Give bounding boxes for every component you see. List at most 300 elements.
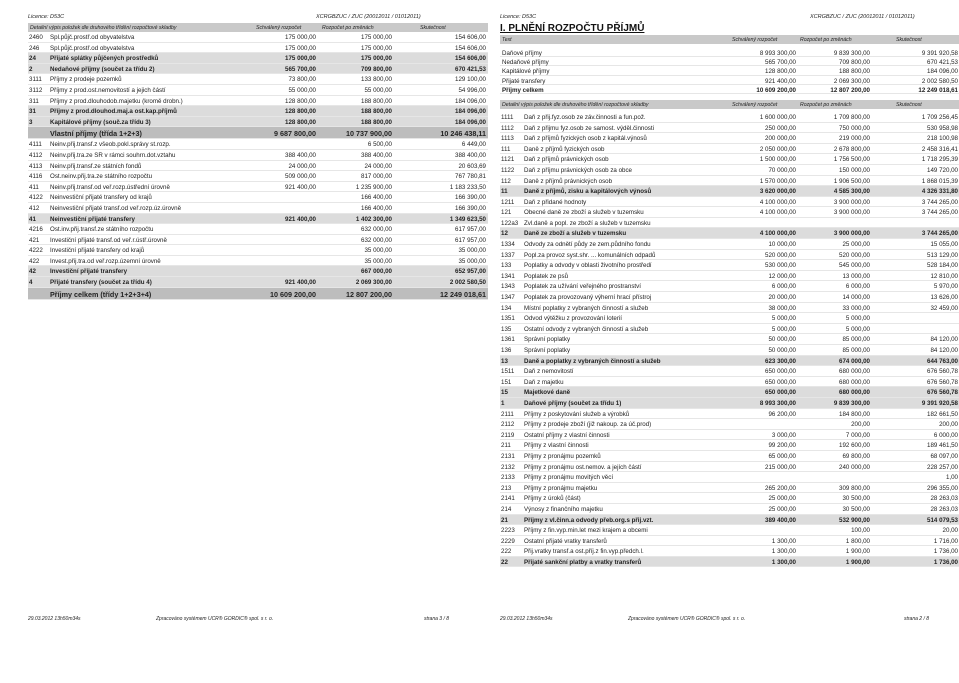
table-row — [500, 207, 959, 218]
table-row — [500, 493, 959, 504]
row-code: 2229 — [501, 537, 515, 545]
row-skutecnost: 154 606,00 — [455, 44, 486, 52]
table-row — [500, 504, 959, 515]
row-text: Ost.neinv.přij.tra.ze státního rozpočtu — [50, 173, 153, 181]
row-zmeny: 6 000,00 — [845, 283, 870, 291]
row-text: Daň z přijmu fyz.osob ze samost. výděl.činnosti — [524, 124, 654, 132]
row-schvaleny: 25 000,00 — [768, 495, 796, 503]
row-text: Příjmy z fin.vyp.min.let mezi krajem a obcemi — [524, 527, 648, 535]
col-zmeny: Rozpočet po změnách — [800, 37, 852, 43]
col-text: Text — [502, 37, 512, 43]
row-schvaleny: 921 400,00 — [285, 183, 316, 191]
row-skutecnost: 1 868 015,39 — [921, 177, 958, 185]
row-zmeny: 1 709 800,00 — [833, 113, 870, 121]
row-text: Příjmy z pronájmu pozemků — [524, 452, 601, 460]
row-code: 411 — [29, 183, 39, 191]
table-row — [28, 85, 488, 96]
row-text: Správní poplatky — [524, 336, 571, 344]
row-code: 3 — [29, 118, 33, 126]
row-schvaleny: 1 300,00 — [771, 558, 796, 566]
row-code: 112 — [501, 177, 511, 185]
row-zmeny: 219 000,00 — [839, 135, 870, 143]
row-schvaleny: 1 600 000,00 — [759, 113, 796, 121]
row-zmeny: 309 800,00 — [839, 484, 870, 492]
row-text: Investiční přijaté transf.od veř.r.ústř.úrovně — [50, 236, 167, 244]
row-code: 2 — [29, 65, 33, 73]
row-code: 1 — [501, 399, 505, 407]
table-row — [28, 182, 488, 193]
table-row — [500, 154, 959, 165]
row-skutecnost: 3 744 265,00 — [921, 230, 958, 238]
table-row — [28, 171, 488, 182]
row-zmeny: 520 000,00 — [839, 251, 870, 259]
table-rows — [500, 112, 959, 568]
row-text: Ost.inv.přij.transf.ze státního rozpočtu — [50, 226, 154, 234]
table-row — [500, 462, 959, 473]
row-schvaleny: 250 000,00 — [765, 124, 796, 132]
table-row — [500, 250, 959, 261]
row-code: 134 — [501, 304, 512, 312]
table-row — [28, 74, 488, 85]
row-text: Příjmy z pronájmu ost.nemov. a jejích částí — [524, 463, 642, 471]
row-text: Poplatek ze psů — [524, 272, 569, 280]
row-code: 2133 — [501, 474, 515, 482]
row-skutecnost: 166 390,00 — [455, 204, 486, 212]
row-code: 412 — [29, 204, 40, 212]
row-schvaleny: 175 000,00 — [285, 34, 316, 41]
row-code: 246 — [29, 44, 40, 52]
row-skutecnost: 20,00 — [942, 527, 958, 535]
row-skutecnost: 528 184,00 — [927, 262, 958, 270]
table-row — [500, 165, 959, 176]
row-text: Neinvestiční přijaté transfery — [50, 215, 135, 223]
row-schvaleny: 5 000,00 — [771, 315, 796, 323]
row-zmeny: 3 900 000,00 — [833, 209, 870, 217]
row-skutecnost: 296 355,00 — [927, 484, 958, 492]
table-row — [500, 133, 959, 144]
row-schvaleny: 128 800,00 — [285, 97, 316, 105]
row-skutecnost: 129 100,00 — [455, 76, 486, 84]
row-text: Kapitálové příjmy — [502, 68, 550, 76]
row-skutecnost: 5 970,00 — [933, 283, 958, 291]
row-zmeny: 100,00 — [851, 527, 870, 535]
row-skutecnost: 68 097,00 — [930, 452, 958, 460]
row-zmeny: 25 000,00 — [842, 241, 870, 249]
row-zmeny: 175 000,00 — [361, 55, 392, 63]
row-text: Poplatek za provozovaný výherní hrací přístroj — [524, 294, 652, 302]
row-text: Výnosy z finančního majetku — [524, 505, 603, 513]
row-code: 1121 — [501, 156, 515, 164]
row-skutecnost: 149 720,00 — [927, 166, 958, 174]
row-skutecnost: 1,00 — [945, 474, 958, 482]
table-row — [500, 440, 959, 451]
row-text: Příjmy celkem — [502, 86, 544, 94]
table-row — [500, 546, 959, 557]
row-zmeny: 1 235 900,00 — [355, 183, 392, 191]
row-code: 1511 — [501, 368, 515, 376]
row-schvaleny: 55 000,00 — [288, 86, 316, 94]
row-skutecnost: 184 096,00 — [455, 118, 486, 126]
row-text: Příjmy z prodeje zboží (již nakoup. za úč.prod) — [524, 421, 652, 429]
row-schvaleny: 921 400,00 — [285, 215, 316, 223]
table-row — [500, 356, 959, 367]
row-code: 1351 — [501, 315, 515, 323]
row-schvaleny: 520 000,00 — [765, 251, 796, 259]
row-zmeny: 709 800,00 — [839, 59, 870, 67]
footer-system: Zpracováno systémem UCR® GORDIC® spol. s r. o. — [628, 616, 746, 622]
footer-system: Zpracováno systémem UCR® GORDIC® spol. s r. o. — [156, 616, 274, 622]
row-schvaleny: 1 570 000,00 — [759, 177, 796, 185]
table-row — [28, 266, 488, 277]
row-schvaleny: 9 687 800,00 — [274, 129, 316, 139]
row-schvaleny: 175 000,00 — [285, 55, 316, 63]
page-header — [28, 14, 488, 23]
row-text: Neinv.přij.transf.ze státních fondů — [50, 162, 142, 170]
row-skutecnost: 388 400,00 — [455, 151, 486, 159]
row-skutecnost: 9 391 920,58 — [921, 50, 958, 57]
row-schvaleny: 565 700,00 — [285, 65, 316, 73]
table-row — [500, 85, 959, 94]
row-skutecnost: 228 257,00 — [927, 463, 958, 471]
row-schvaleny: 65 000,00 — [768, 452, 796, 460]
table-row — [500, 48, 959, 57]
row-zmeny: 9 839 300,00 — [833, 50, 870, 57]
row-code: 42 — [29, 268, 36, 276]
table-row — [28, 256, 488, 267]
row-schvaleny: 530 000,00 — [765, 262, 796, 270]
row-zmeny: 750 000,00 — [839, 124, 870, 132]
row-skutecnost: 6 000,00 — [933, 431, 958, 439]
table-row — [28, 288, 488, 300]
row-code: 421 — [29, 236, 40, 244]
col-schvaleny: Schválený rozpočet — [732, 101, 778, 108]
row-text: Daň z příjmů právnických osob — [524, 156, 609, 164]
row-code: 24 — [29, 55, 36, 63]
row-zmeny: 200,00 — [851, 421, 870, 429]
row-skutecnost: 20 603,69 — [458, 162, 486, 170]
row-text: Nedaňové příjmy — [502, 59, 549, 67]
row-code: 422 — [29, 257, 40, 265]
table-row — [500, 387, 959, 398]
row-code: 136 — [501, 347, 512, 354]
row-skutecnost: 652 957,00 — [455, 268, 486, 276]
row-schvaleny: 128 800,00 — [285, 118, 316, 126]
page-title: I. PLNĚNÍ ROZPOČTU PŘÍJMŮ — [500, 23, 645, 34]
row-text: Zvl.daně a popl. ze zboží a služeb v tuzemsku — [524, 219, 651, 227]
row-code: 4111 — [29, 141, 42, 149]
row-zmeny: 388 400,00 — [361, 151, 392, 159]
row-zmeny: 1 756 500,00 — [833, 156, 870, 164]
row-skutecnost: 1 736,00 — [933, 558, 958, 566]
row-schvaleny: 25 000,00 — [768, 505, 796, 513]
column-header — [28, 23, 488, 32]
row-code: 1343 — [501, 283, 515, 291]
row-skutecnost: 2 458 316,41 — [921, 145, 958, 153]
row-code: 311 — [29, 97, 39, 105]
row-schvaleny: 128 800,00 — [765, 68, 796, 76]
row-schvaleny: 50 000,00 — [768, 347, 796, 354]
column-header — [500, 100, 959, 109]
row-schvaleny: 99 200,00 — [768, 442, 796, 450]
row-schvaleny: 565 700,00 — [765, 59, 796, 67]
row-code: 4116 — [29, 173, 43, 181]
row-skutecnost: 4 326 331,80 — [921, 188, 958, 196]
row-zmeny: 3 900 000,00 — [833, 230, 870, 238]
row-skutecnost: 2 002 580,50 — [449, 279, 486, 287]
row-schvaleny: 1 500 000,00 — [759, 156, 796, 164]
row-schvaleny: 5 000,00 — [771, 325, 796, 333]
row-code: 1347 — [501, 294, 515, 302]
row-text: Příjmy z vlastní činnosti — [524, 442, 589, 450]
table-row — [28, 203, 488, 214]
table-row — [500, 66, 959, 75]
row-code: 1112 — [501, 124, 514, 132]
row-skutecnost: 1 183 233,50 — [449, 183, 486, 191]
row-schvaleny: 509 000,00 — [285, 173, 316, 181]
row-code: 1334 — [501, 241, 515, 249]
row-code: 4112 — [29, 151, 43, 159]
row-code: 22 — [501, 558, 508, 566]
row-text: Odvody za odnětí půdy ze zem.půdního fondu — [524, 241, 651, 249]
row-text: Ostatní přijaté vratky transferů — [524, 537, 607, 545]
table-row — [500, 123, 959, 134]
row-skutecnost: 28 263,03 — [930, 505, 958, 513]
row-skutecnost: 35 000,00 — [458, 257, 486, 265]
table-row — [500, 313, 959, 324]
row-zmeny: 6 500,00 — [367, 141, 392, 149]
row-skutecnost: 200,00 — [939, 421, 958, 429]
row-zmeny: 35 000,00 — [364, 247, 392, 255]
row-code: 1111 — [501, 113, 514, 121]
row-zmeny: 12 807 200,00 — [830, 86, 870, 94]
row-skutecnost: 184 096,00 — [455, 97, 486, 105]
row-text: Poplatek za užívání veřejného prostranství — [524, 283, 641, 291]
row-skutecnost: 3 744 265,00 — [921, 198, 958, 206]
table-row — [500, 239, 959, 250]
row-code: 2131 — [501, 452, 515, 460]
row-schvaleny: 2 050 000,00 — [759, 145, 796, 153]
row-text: Spl.půjč.prostř.od obyvatelstva — [50, 44, 135, 52]
row-zmeny: 5 000,00 — [845, 325, 870, 333]
row-text: Příjmy z pronájmu majetku — [524, 484, 598, 492]
row-skutecnost: 12 249 018,61 — [440, 289, 486, 299]
row-schvaleny: 389 400,00 — [765, 516, 796, 524]
table-row — [500, 271, 959, 282]
row-text: Příjmy celkem (třídy 1+2+3+4) — [50, 289, 152, 299]
table-row — [500, 345, 959, 356]
row-zmeny: 192 600,00 — [839, 442, 870, 450]
row-text: Příjmy z pronájmu movitých věcí — [524, 474, 614, 482]
table-row — [500, 57, 959, 66]
row-text: Neinvestiční přijaté transf.od veř.rozp.úz.úrovně — [50, 204, 182, 212]
table-row — [28, 192, 488, 203]
licence-label: Licence: D53C — [500, 14, 537, 20]
table-row — [500, 260, 959, 271]
col-zmeny: Rozpočet po změnách — [800, 101, 852, 108]
table-row — [500, 409, 959, 420]
row-skutecnost: 54 996,00 — [458, 86, 486, 94]
row-zmeny: 680 000,00 — [839, 378, 870, 386]
row-code: 211 — [501, 442, 511, 450]
row-code: 2119 — [501, 431, 515, 439]
row-text: Daně z příjmů právnických osob — [524, 177, 613, 185]
row-text: Daň z příjmů fyzických osob z kapitál.výnosů — [524, 135, 647, 143]
row-zmeny: 1 900,00 — [845, 548, 870, 556]
row-zmeny: 10 737 900,00 — [346, 129, 392, 139]
row-zmeny: 632 000,00 — [361, 226, 392, 234]
row-code: 151 — [501, 378, 512, 386]
row-skutecnost: 9 391 920,58 — [921, 399, 958, 407]
row-text: Obecné daně ze zboží a služeb v tuzemsku — [524, 209, 644, 217]
row-skutecnost: 10 246 438,11 — [440, 129, 486, 139]
row-text: Nedaňové příjmy (součet za třídu 2) — [50, 65, 155, 73]
row-zmeny: 240 000,00 — [839, 463, 870, 471]
row-zmeny: 680 000,00 — [839, 368, 870, 376]
report-page-left — [28, 14, 488, 624]
row-skutecnost: 6 449,00 — [461, 141, 486, 149]
row-zmeny: 188 800,00 — [361, 108, 392, 116]
row-text: Příjmy z prodeje pozemků — [50, 76, 122, 84]
table-row — [500, 228, 959, 239]
row-skutecnost: 12 249 018,61 — [918, 86, 958, 94]
table-row — [28, 277, 488, 288]
row-skutecnost: 12 810,00 — [930, 272, 958, 280]
row-skutecnost: 32 459,00 — [930, 304, 958, 312]
row-code: 1113 — [501, 135, 514, 143]
table-row — [500, 557, 959, 568]
row-schvaleny: 12 000,00 — [768, 272, 796, 280]
row-zmeny: 175 000,00 — [361, 44, 392, 52]
row-zmeny: 24 000,00 — [364, 162, 392, 170]
row-text: Neinvestiční přijaté transfery od krajů — [50, 194, 152, 202]
table-row — [28, 235, 488, 246]
row-skutecnost: 1 349 623,50 — [449, 215, 486, 223]
row-text: Přij.vratky transf.a ost.příj.z fin.vyp.předch.l. — [524, 548, 644, 556]
col-skutecnost: Skutečnost — [420, 25, 446, 31]
row-code: 3112 — [29, 86, 43, 94]
row-skutecnost: 670 421,53 — [927, 59, 958, 67]
summary-column-header — [500, 35, 959, 44]
row-schvaleny: 96 200,00 — [768, 410, 796, 418]
col-schvaleny: Schválený rozpočet — [732, 37, 778, 43]
row-text: Neinv.přij.tra.ze SR v rámci souhrn.dot.vztahu — [50, 151, 176, 159]
row-skutecnost: 1 718 295,39 — [921, 156, 958, 164]
table-row — [500, 398, 959, 409]
row-skutecnost: 15 055,00 — [930, 241, 958, 249]
licence-label: Licence: D53C — [28, 14, 65, 20]
row-zmeny: 2 069 300,00 — [355, 279, 392, 287]
col-skutecnost: Skutečnost — [896, 37, 922, 43]
table-row — [28, 139, 488, 150]
row-schvaleny: 650 000,00 — [765, 368, 796, 376]
row-text: Spl.půjč.prostř.od obyvatelstva — [50, 34, 135, 41]
row-zmeny: 1 402 300,00 — [355, 215, 392, 223]
row-schvaleny: 38 000,00 — [768, 304, 796, 312]
row-zmeny: 709 800,00 — [361, 65, 392, 73]
row-code: 31 — [29, 108, 36, 116]
row-schvaleny: 10 000,00 — [768, 241, 796, 249]
row-code: 21 — [501, 516, 508, 524]
table-row — [500, 334, 959, 345]
table-row — [28, 214, 488, 225]
row-zmeny: 188 800,00 — [839, 68, 870, 76]
row-zmeny: 532 900,00 — [839, 516, 870, 524]
table-row — [500, 281, 959, 292]
row-skutecnost: 530 958,98 — [927, 124, 958, 132]
row-skutecnost: 154 606,00 — [455, 55, 486, 63]
row-zmeny: 1 900,00 — [845, 558, 870, 566]
footer-page: strana 3 / 8 — [424, 616, 450, 622]
row-zmeny: 667 000,00 — [361, 268, 392, 276]
table-row — [28, 32, 488, 43]
row-text: Daňové příjmy (součet za třídu 1) — [524, 399, 622, 407]
row-skutecnost: 3 744 265,00 — [921, 209, 958, 217]
report-page-right — [500, 14, 959, 624]
row-code: 4113 — [29, 162, 43, 170]
table-row — [500, 377, 959, 388]
row-skutecnost: 2 002 580,50 — [921, 77, 958, 85]
table-row — [500, 472, 959, 483]
row-skutecnost: 1 709 256,45 — [921, 113, 958, 121]
row-code: 2223 — [501, 527, 515, 535]
report-code: XCRGBZUC / ZUC (20012011 / 01012011) — [316, 14, 421, 20]
row-zmeny: 2 678 800,00 — [833, 145, 870, 153]
row-skutecnost: 84 120,00 — [930, 336, 958, 344]
row-code: 4222 — [29, 247, 43, 255]
row-zmeny: 817 000,00 — [361, 173, 392, 181]
row-text: Příjmy z prod.dlouhodob.majetku (kromě drobn.) — [50, 97, 183, 105]
footer-date: 29.03.2012 13h50m34s — [500, 616, 553, 622]
row-zmeny: 30 500,00 — [842, 495, 870, 503]
col-skutecnost: Skutečnost — [896, 101, 922, 108]
row-schvaleny: 1 300,00 — [771, 548, 796, 556]
row-code: 121 — [501, 209, 512, 217]
row-code: 1211 — [501, 198, 515, 206]
row-skutecnost: 28 263,03 — [930, 495, 958, 503]
row-zmeny: 2 069 300,00 — [833, 77, 870, 85]
row-schvaleny: 650 000,00 — [765, 378, 796, 386]
table-row — [500, 366, 959, 377]
row-zmeny: 5 000,00 — [845, 315, 870, 323]
row-skutecnost: 644 763,00 — [927, 357, 958, 365]
row-schvaleny: 623 300,00 — [765, 357, 796, 365]
row-zmeny: 545 000,00 — [839, 262, 870, 270]
row-zmeny: 14 000,00 — [842, 294, 870, 302]
row-text: Příjmy z prod.dlouhod.maj.a ost.kap.příjmů — [50, 108, 177, 116]
row-code: 1361 — [501, 336, 515, 344]
row-code: 41 — [29, 215, 36, 223]
row-code: 2111 — [501, 410, 514, 418]
row-text: Příjmy z úroků (část) — [524, 495, 581, 503]
row-skutecnost: 676 560,78 — [927, 378, 958, 386]
table-row — [500, 525, 959, 536]
table-row — [28, 150, 488, 161]
table-row — [500, 451, 959, 462]
row-zmeny: 69 800,00 — [842, 452, 870, 460]
row-schvaleny: 921 400,00 — [285, 279, 316, 287]
row-schvaleny: 10 609 200,00 — [270, 289, 316, 299]
table-row — [28, 96, 488, 107]
row-code: 2460 — [29, 34, 43, 41]
page-header — [500, 14, 959, 23]
row-zmeny: 35 000,00 — [364, 257, 392, 265]
row-code: 4 — [29, 279, 33, 287]
row-zmeny: 150 000,00 — [839, 166, 870, 174]
row-skutecnost: 514 079,53 — [927, 516, 958, 524]
row-text: Popl.za provoz syst.shr. ... komunálních odpadů — [524, 251, 656, 259]
row-zmeny: 85 000,00 — [842, 336, 870, 344]
row-code: 214 — [501, 505, 512, 513]
